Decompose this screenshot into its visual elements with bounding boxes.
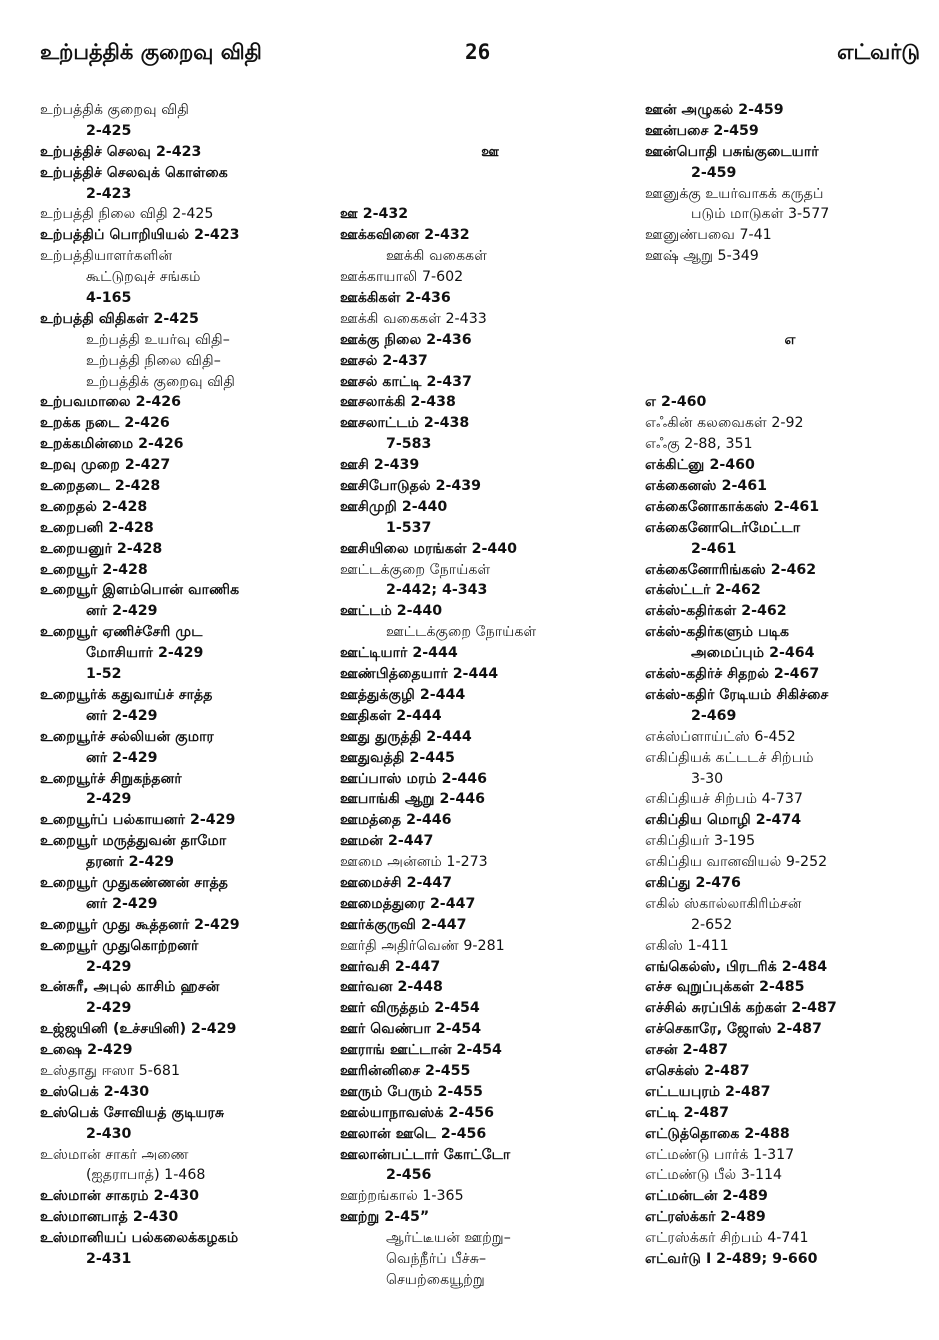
index-entry-line: உஸ்மான் சாகர் அணை [40, 1146, 189, 1163]
index-entry-line: உற்பத்திப் பொறியியல் 2-423 [40, 227, 240, 244]
index-entry-line: ஊப்பாஸ் மரம் 2-446 [340, 770, 488, 787]
index-entry-line: ஊனுண்பவை 7-41 [645, 227, 772, 244]
index-entry-line: உறைதல் 2-428 [40, 498, 148, 515]
index-entry-line: ஊர் வெண்பா 2-454 [340, 1021, 482, 1038]
index-entry-line: ஊ 2-432 [340, 206, 409, 223]
index-entry-line: ஊமை அன்னம் 1-273 [340, 854, 488, 871]
index-entry-line: உற்பத்தி நிலை விதி– [86, 352, 221, 369]
index-entry-line: 2-461 [691, 540, 737, 557]
index-entry-line: ஊமைச்சி 2-447 [340, 874, 452, 891]
index-entry-line: ஊண்பித்தையார் 2-444 [340, 666, 499, 683]
index-entry-line: 3-30 [691, 770, 724, 787]
index-entry-line: எச்ச வுறுப்புக்கள் 2-485 [645, 979, 805, 996]
index-entry-line: உஸ்தாது ஈஸா 5-681 [40, 1062, 180, 1079]
running-head-right: எட்வர்டு [837, 40, 920, 64]
index-entry-line: உறக்கமின்மை 2-426 [40, 436, 184, 453]
index-entry-line: ஊக்கு நிலை 2-436 [340, 331, 472, 348]
index-entry-line: ஊது துருத்தி 2-444 [340, 728, 472, 745]
index-entry-line: ஊலான் ஊடெ 2-456 [340, 1125, 487, 1142]
index-entry-line: னர் 2-429 [86, 749, 158, 766]
index-entry-line: னர் 2-429 [86, 707, 158, 724]
page-number: 26 [465, 40, 491, 64]
index-entry-line: எசெக்ஸ் 2-487 [645, 1062, 750, 1079]
index-entry-line: ஊர்வசி 2-447 [340, 958, 441, 975]
index-entry-line: ஊமன் 2-447 [340, 833, 434, 850]
index-entry-line: உற்பத்திக் குறைவு விதி [40, 102, 189, 118]
index-entry-line: ஊசலாக்கி 2-438 [340, 394, 456, 411]
index-entry-line: உற்பத்தி உயர்வு விதி– [86, 331, 230, 348]
index-entry-line: எக்ஸ்ட்டர் 2-462 [645, 582, 761, 599]
page-header [40, 40, 920, 80]
index-entry-line: எக்கைனோகாக்கஸ் 2-461 [645, 498, 820, 515]
index-entry-line: உற்பவமாலை 2-426 [40, 394, 182, 411]
index-entry-line: எகிப்தியக் கட்டடச் சிற்பம் [645, 749, 814, 766]
index-entry-line: ஊசிபோடுதல் 2-439 [340, 478, 482, 495]
index-entry-line: உஸ்பெக் 2-430 [40, 1083, 150, 1100]
blank-line [340, 163, 640, 184]
index-entry-line: எஃகு 2-88, 351 [645, 436, 753, 453]
index-entry-line: 2-652 [691, 916, 733, 933]
index-entry-line: 4-165 [86, 290, 132, 307]
index-entry-line: ஊன்பொதி பசுங்குடையார் [645, 143, 819, 160]
index-entry-line: உறையூர் ஏணிச்சேரி முட [40, 624, 203, 641]
index-entry-line: 2-425 [86, 122, 132, 139]
index-entry-line: ஊக்கி வகைகள் 2-433 [340, 310, 487, 327]
index-entry-line: ஊமத்தை 2-446 [340, 812, 452, 829]
blank-line [645, 309, 935, 330]
index-entry-line: ஊற்றங்கால் 1-365 [340, 1188, 464, 1205]
index-entry-line: எகிப்தியர் 3-195 [645, 833, 756, 850]
blank-line [340, 121, 640, 142]
index-entry-line: 2-456 [386, 1167, 432, 1184]
index-entry-line: உறையூர்ச் சல்லியன் குமார [40, 728, 214, 745]
index-entry-line: ஊரின்னிசை 2-455 [340, 1062, 471, 1079]
index-entry-line: 1-52 [86, 666, 122, 683]
index-entry-line: ஊலான்பட்டார் கோட்டோ [340, 1146, 511, 1163]
index-entry-line: னர் 2-429 [86, 603, 158, 620]
index-entry-line: 2-459 [691, 164, 737, 181]
blank-line [340, 100, 640, 121]
index-entry-line: 2-430 [86, 1125, 132, 1142]
index-entry-line: உஸ்பெக் சோவியத் குடியரசு [40, 1104, 225, 1121]
blank-line [645, 288, 935, 309]
index-entry-line: ஊக்கவினை 2-432 [340, 227, 470, 244]
index-entry-line: ஊசிமுறி 2-440 [340, 498, 448, 515]
index-entry-line: ஊபாங்கி ஆறு 2-446 [340, 791, 485, 808]
index-column-2 [340, 100, 640, 1291]
index-column-1 [40, 100, 340, 1270]
index-entry-line: எட்மண்டு பார்க் 1-317 [645, 1146, 795, 1163]
index-entry-line: உறைபனி 2-428 [40, 519, 154, 536]
index-entry-line: உறையூர் இளம்பொன் வாணிக [40, 582, 240, 599]
index-entry-line: உறையூர் மருத்துவன் தாமோ [40, 833, 227, 850]
index-entry-line: எக்ஸ்-கதிர்ச் சிதறல் 2-467 [645, 666, 820, 683]
section-letter: ஊ [481, 143, 499, 160]
index-entry-line: ஊத்துக்குழி 2-444 [340, 686, 466, 703]
index-entry-line: 7-583 [386, 436, 432, 453]
index-entry-line: ஊமைத்துரை 2-447 [340, 895, 476, 912]
index-entry-line: ஊசல் 2-437 [340, 352, 428, 369]
index-entry-line: எட்வர்டு I 2-489; 9-660 [645, 1250, 818, 1267]
index-entry-line: 2-442; 4-343 [386, 582, 488, 599]
index-entry-line: உற்பத்தியாளர்களின் [40, 248, 173, 265]
index-entry-line: உஸ்மான் சாகரம் 2-430 [40, 1188, 200, 1205]
index-entry-line: ஊர்வன 2-448 [340, 979, 443, 996]
index-entry-line: உற்பத்தி விதிகள் 2-425 [40, 310, 199, 327]
index-entry-line: ஊசலாட்டம் 2-438 [340, 415, 470, 432]
index-entry-line: எட்ரஸ்க்கர் சிற்பம் 4-741 [645, 1230, 809, 1247]
index-entry-line: உற்பத்திச் செலவு 2-423 [40, 143, 202, 160]
blank-line [645, 267, 935, 288]
index-entry-line: எக்கைனஸ் 2-461 [645, 478, 767, 495]
index-entry-line: உறையூர்ச் சிறுகந்தனர் [40, 770, 182, 787]
index-entry-line: உஜ்ஜயினி (உச்சயினி) 2-429 [40, 1021, 237, 1038]
index-entry-line: உறையூர் முதுகண்ணன் சாத்த [40, 874, 229, 891]
index-entry-line: ஊன் அழுகல் 2-459 [645, 102, 784, 118]
index-entry-line: செயற்கையூற்று [386, 1271, 485, 1288]
index-entry-line: ஊற்று 2-45” [340, 1209, 430, 1226]
index-entry-line: எட்மண்டு பீல் 3-114 [645, 1167, 783, 1184]
index-entry-line: 2-469 [691, 707, 737, 724]
index-entry-line: 2-429 [86, 791, 132, 808]
index-entry-line: எக்கைனோரிங்கஸ் 2-462 [645, 561, 817, 578]
index-entry-line: ஊஷ் ஆறு 5-349 [645, 248, 759, 265]
index-entry-line: ஊரும் பேரும் 2-455 [340, 1083, 483, 1100]
index-entry-line: எக்ஸ்-கதிர் ரேடியம் சிகிச்சை [645, 686, 829, 703]
index-entry-line: உறையனுர் 2-428 [40, 540, 163, 557]
index-entry-line: ஊக்கி வகைகள் [386, 248, 488, 265]
index-entry-line: உறையூர் முதுகொற்றனர் [40, 937, 199, 954]
index-entry-line: எங்கெல்ஸ், பிரடரிக் 2-484 [645, 958, 828, 975]
index-entry-line: 2-423 [86, 185, 132, 202]
index-entry-line: ஊட்டம் 2-440 [340, 603, 443, 620]
index-entry-line: உறையூர் 2-428 [40, 561, 148, 578]
index-entry-line: ஊட்டக்குறை நோய்கள் [386, 624, 537, 641]
index-entry-line: தரனர் 2-429 [86, 854, 175, 871]
index-entry-line: எக்கிட்னு 2-460 [645, 457, 755, 474]
index-entry-line: எக்ஸ்-கதிர்களும் படிக [645, 624, 790, 641]
index-entry-line: உஷை 2-429 [40, 1042, 133, 1059]
index-entry-line: 1-537 [386, 519, 432, 536]
index-entry-line: உஸ்மானியப் பல்கலைக்கழகம் [40, 1230, 239, 1247]
index-entry-line: வெந்நீர்ப் பீச்சு– [386, 1250, 487, 1267]
index-entry-line: உறையூர்க் கதுவாய்ச் சாத்த [40, 686, 213, 703]
index-entry-line: எகிப்திய வானவியல் 9-252 [645, 854, 828, 871]
index-entry-line: எகில் ஸ்கால்லாகிரிம்சன் [645, 895, 802, 912]
index-entry-line: ஊக்காயாலி 7-602 [340, 269, 464, 286]
running-head-left: உற்பத்திக் குறைவு விதி [40, 40, 262, 64]
blank-line [645, 372, 935, 393]
index-entry-line: எச்சில் சுரப்பிக் கற்கள் 2-487 [645, 1000, 837, 1017]
index-entry-line: எக்ஸ்-கதிர்கள் 2-462 [645, 603, 787, 620]
index-entry-line: ஊசல் காட்டி 2-437 [340, 373, 472, 390]
blank-line [645, 351, 935, 372]
index-entry-line: ஊர் விருத்தம் 2-454 [340, 1000, 480, 1017]
index-entry-line: எட்மன்டன் 2-489 [645, 1188, 768, 1205]
index-entry-line: எக்கைனோடெர்மேட்டா [645, 519, 801, 536]
index-entry-line: எஃகின் கலவைகள் 2-92 [645, 415, 804, 432]
index-entry-line: எகிஸ் 1-411 [645, 937, 729, 954]
index-entry-line: எச்செகாரே, ஜோஸ் 2-487 [645, 1021, 822, 1038]
index-entry-line: ஊசி 2-439 [340, 457, 420, 474]
index-entry-line: ஊர்க்குருவி 2-447 [340, 916, 467, 933]
index-entry-line: அமைப்பும் 2-464 [691, 645, 815, 662]
index-entry-line: எட்டுத்தொகை 2-488 [645, 1125, 790, 1142]
index-entry-line: எக்ஸ்ப்ளாய்ட்ஸ் 6-452 [645, 728, 796, 745]
index-entry-line: ஊட்டக்குறை நோய்கள் [340, 561, 491, 578]
index-entry-line: ஊனுக்கு உயர்வாகக் கருதப் [645, 185, 824, 202]
index-entry-line: ஊட்டியார் 2-444 [340, 645, 458, 662]
index-entry-line: 2-429 [86, 1000, 132, 1017]
index-entry-line: 2-429 [86, 958, 132, 975]
index-entry-line: உற்பத்திச் செலவுக் கொள்கை [40, 164, 228, 181]
index-column-3 [645, 100, 935, 1270]
index-entry-line: எ 2-460 [645, 394, 707, 411]
section-letter: எ [784, 331, 796, 348]
index-entry-line: எகிப்திய மொழி 2-474 [645, 812, 802, 829]
index-entry-line: எட்ரஸ்க்கர் 2-489 [645, 1209, 766, 1226]
index-entry-line: னர் 2-429 [86, 895, 158, 912]
index-entry-line: ஊன்பசை 2-459 [645, 122, 759, 139]
index-entry-line: உஸ்மானபாத் 2-430 [40, 1209, 179, 1226]
index-entry-line: உறையூர்ப் பல்காயனர் 2-429 [40, 812, 236, 829]
index-entry-line: உறவு முறை 2-427 [40, 457, 171, 474]
index-entry-line: (ஐதராபாத்) 1-468 [86, 1167, 206, 1184]
index-entry-line: உற்பத்திக் குறைவு விதி [86, 373, 235, 390]
index-entry-line: ஊதுவத்தி 2-445 [340, 749, 455, 766]
index-entry-line: ஊதிகள் 2-444 [340, 707, 442, 724]
index-entry-line: ஊசியிலை மரங்கள் 2-440 [340, 540, 518, 557]
index-entry-line: எகிப்தியச் சிற்பம் 4-737 [645, 791, 803, 808]
index-entry-line: உற்பத்தி நிலை விதி 2-425 [40, 206, 214, 223]
index-entry-line: ஊக்கிகள் 2-436 [340, 290, 451, 307]
index-entry-line: ஊராங் ஊட்டான் 2-454 [340, 1042, 502, 1059]
index-entry-line: 2-431 [86, 1250, 132, 1267]
index-entry-line: படும் மாடுகள் 3-577 [691, 206, 830, 223]
index-entry-line: எட்டயபுரம் 2-487 [645, 1083, 771, 1100]
index-entry-line: எசன் 2-487 [645, 1042, 728, 1059]
index-entry-line: உறக்க நடை 2-426 [40, 415, 170, 432]
blank-line [340, 184, 640, 205]
index-entry-line: கூட்டுறவுச் சங்கம் [86, 269, 201, 286]
index-entry-line: எகிப்து 2-476 [645, 874, 741, 891]
index-entry-line: எட்டி 2-487 [645, 1104, 729, 1121]
index-entry-line: மோசியார் 2-429 [86, 645, 204, 662]
index-entry-line: ஊர்தி அதிர்வெண் 9-281 [340, 937, 505, 954]
index-entry-line: ஆர்ட்டீயன் ஊற்று– [386, 1230, 511, 1247]
index-entry-line: ஊல்யாநாவஸ்க் 2-456 [340, 1104, 494, 1121]
index-entry-line: உறையூர் முது கூத்தனர் 2-429 [40, 916, 240, 933]
index-entry-line: உன்சுரீ, அபுல் காசிம் ஹசன் [40, 979, 220, 996]
index-entry-line: உறைதடை 2-428 [40, 478, 161, 495]
